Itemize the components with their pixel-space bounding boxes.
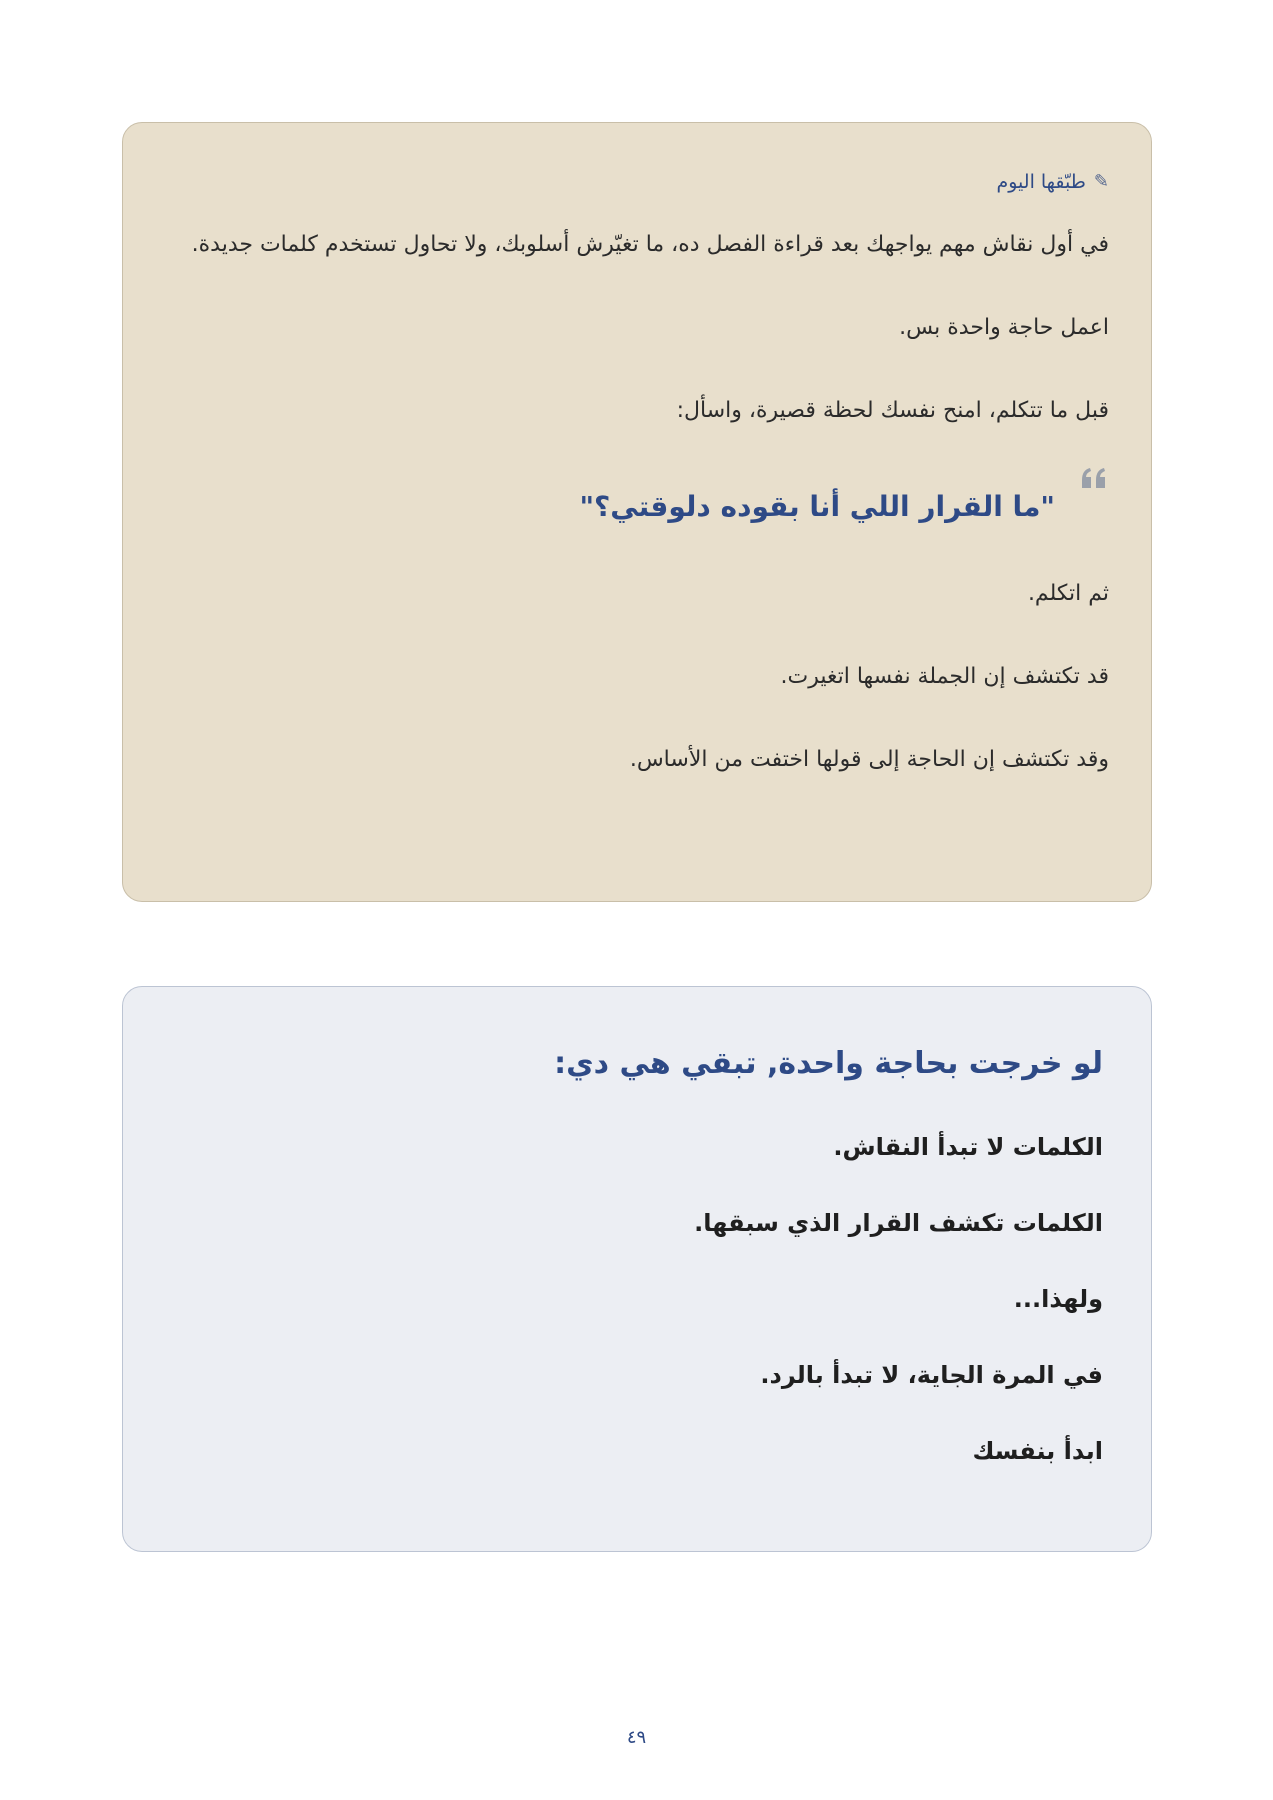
summary-line: الكلمات لا تبدأ النقاش. <box>833 1133 1103 1161</box>
quote-icon <box>1079 464 1109 494</box>
practice-header-label: طبّقها اليوم <box>996 171 1086 193</box>
practice-paragraph: قد تكتشف إن الجملة نفسها اتغيرت. <box>780 664 1109 689</box>
practice-header <box>165 167 1109 197</box>
summary-line: ابدأ بنفسك <box>972 1437 1103 1465</box>
quote-block <box>165 466 1109 538</box>
practice-paragraph: وقد تكتشف إن الحاجة إلى قولها اختفت من الأساس. <box>629 747 1109 772</box>
practice-box <box>122 122 1152 902</box>
practice-paragraph: ثم اتكلم. <box>1027 581 1109 606</box>
summary-title: لو خرجت بحاجة واحدة, تبقي هي دي: <box>554 1046 1103 1081</box>
summary-line: ولهذا... <box>1013 1285 1103 1313</box>
practice-paragraph: اعمل حاجة واحدة بس. <box>899 315 1109 340</box>
page-number: ٤٩ <box>626 1727 647 1748</box>
quote-text: "ما القرار اللي أنا بقوده دلوقتي؟" <box>579 490 1055 523</box>
summary-line: في المرة الجاية، لا تبدأ بالرد. <box>760 1361 1103 1389</box>
pencil-icon: ✎ <box>1093 171 1109 192</box>
summary-line: الكلمات تكشف القرار الذي سبقها. <box>694 1209 1103 1237</box>
summary-box <box>122 986 1152 1552</box>
practice-paragraph: قبل ما تتكلم، امنح نفسك لحظة قصيرة، واسأل: <box>676 398 1109 423</box>
practice-paragraph: في أول نقاش مهم يواجهك بعد قراءة الفصل ده، ما تغيّرش أسلوبك، ولا تحاول تستخدم كلمات جديدة. <box>191 232 1109 257</box>
